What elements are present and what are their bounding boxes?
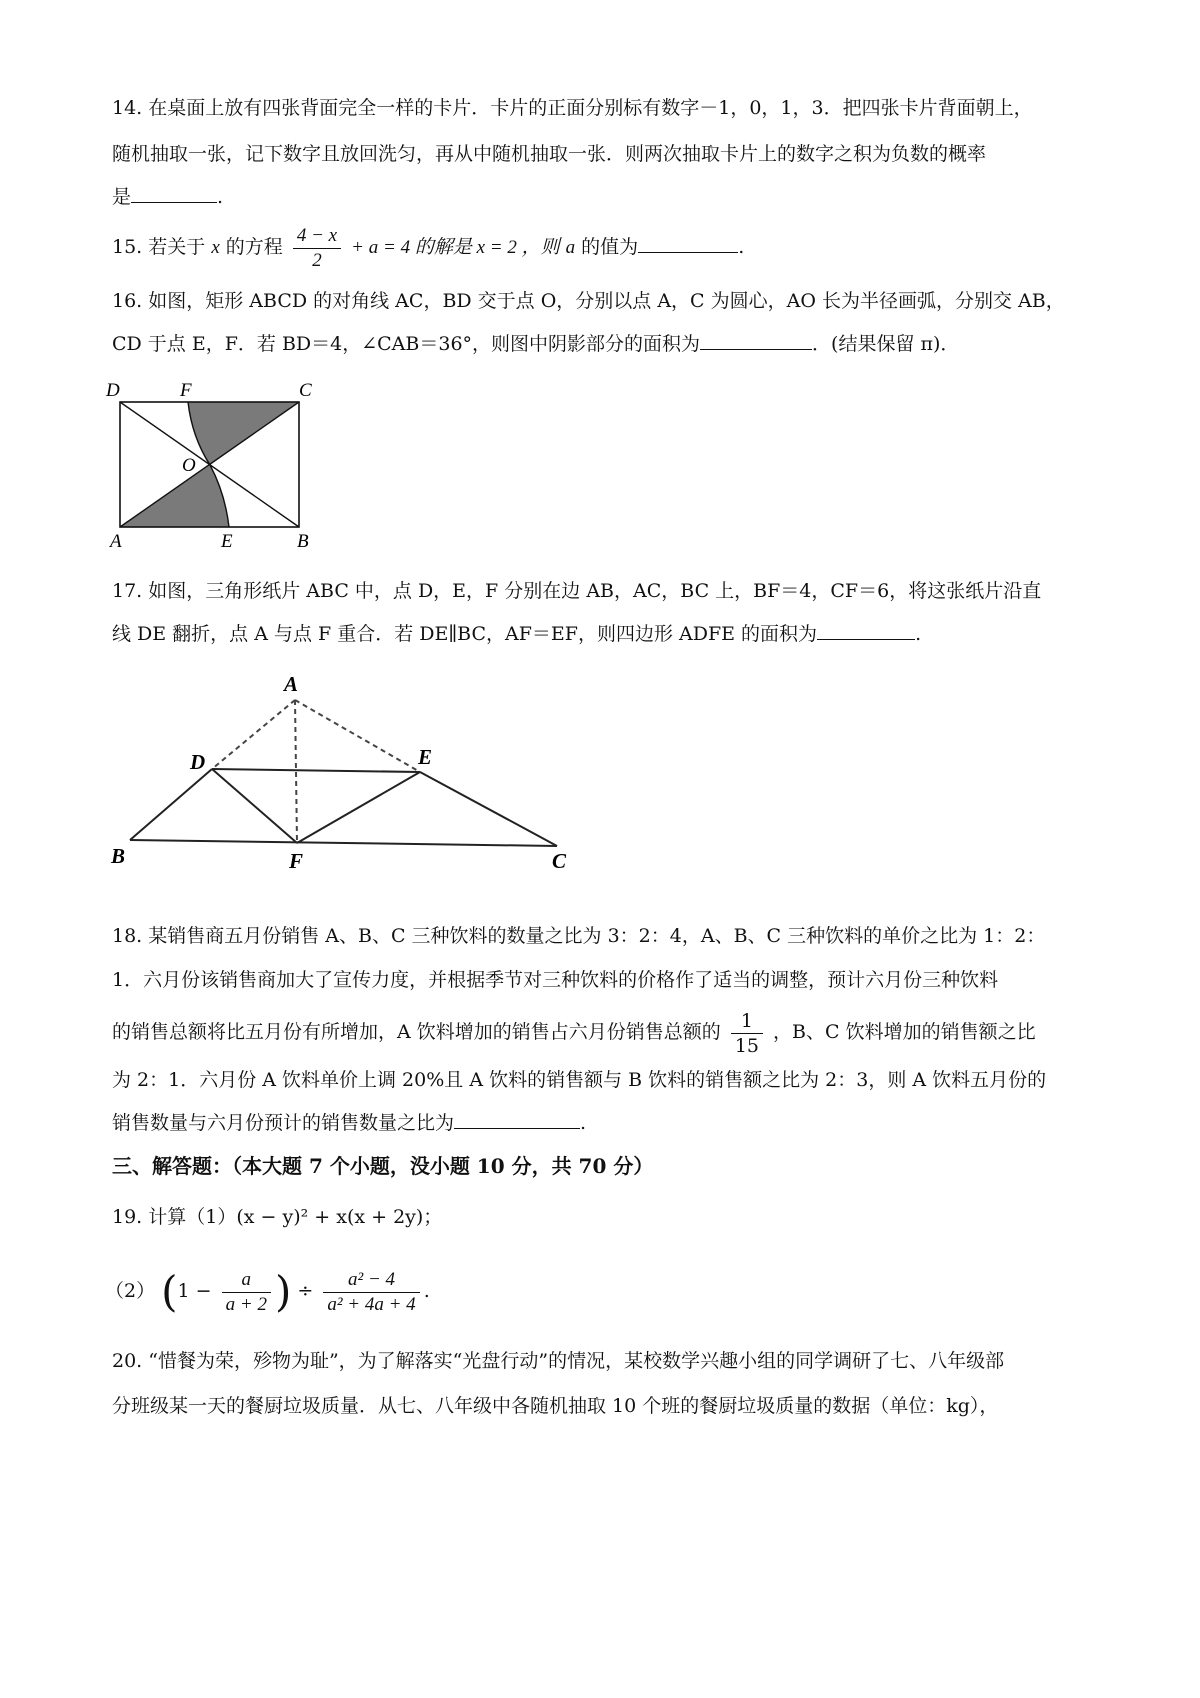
q15-var-x: x [211,237,220,258]
q14-line2: 随机抽取一张，记下数字且放回洗匀，再从中随机抽取一张．则两次抽取卡片上的数字之积为负数的概率 [112,143,987,165]
q15-frac-num: 4 − x [293,224,341,249]
q18-frac-num: 1 [731,1009,763,1034]
q16-tail: ．(结果保留 π)． [812,333,960,355]
q18-text-end: 销售数量与六月份预计的销售数量之比为 [112,1112,455,1134]
section-title: 三、解答题：（本大题 7 个小题，没小题 10 分，共 70 分） [112,1154,654,1178]
q19-frac2 [323,1268,419,1317]
q18-line2: 1．六月份该销售商加大了宣传力度，并根据季节对三种饮料的价格作了适当的调整，预计六月份三种饮料 [112,969,999,991]
q18-line4: 为 2：1．六月份 A 饮料单价上调 20%且 A 饮料的销售额与 B 饮料的销售额之比为 2：3，则 A 饮料五月份的 [112,1069,1047,1091]
q16-rectangle-diagram [100,375,340,555]
label-D: D [106,380,120,401]
q15-fraction [293,224,341,273]
q17-triangle-diagram [100,665,600,885]
shade-bottom [120,465,229,527]
label-C: C [552,849,567,873]
line-de [212,769,420,772]
q19-part2-label: （2） [105,1280,156,1302]
line-df [212,769,297,843]
q19-frac1-den: a + 2 [225,1293,267,1315]
q15-mid: 的方程 [225,236,283,258]
q18-frac-den: 15 [734,1034,759,1057]
q18-fraction [731,1009,763,1058]
q19-frac2-den: a² + 4a + 4 [327,1293,416,1315]
q19-part1: 19. 计算（1）(x − y)² + x(x + 2y)； [112,1206,443,1228]
q18-text-tail: ，B、C 饮料增加的销售额之比 [773,1021,1036,1043]
q17-line2: 线 DE 翻折，点 A 与点 F 重合．若 DE∥BC，AF＝EF，则四边形 ADFE 的面积为 . [112,623,922,645]
label-E: E [418,745,433,769]
q17-text: 线 DE 翻折，点 A 与点 F 重合．若 DE∥BC，AF＝EF，则四边形 ADFE 的面积为 [112,623,818,645]
answer-blank [454,1110,580,1129]
q19-frac1-num: a [222,1268,271,1293]
q16-text: CD 于点 E，F．若 BD＝4，∠CAB＝36°，则图中阴影部分的面积为 [112,333,701,355]
q15-suffix: 的值为 [581,236,639,258]
q20-line2: 分班级某一天的餐厨垃圾质量．从七、八年级中各随机抽取 10 个班的餐厨垃圾质量的数据（单位：kg）， [112,1395,999,1417]
q18-line5: 销售数量与六月份预计的销售数量之比为 . [112,1112,587,1134]
answer-blank [638,234,738,253]
label-C: C [299,380,312,401]
q15-prefix: 15. 若关于 [112,236,206,258]
q19-frac1 [222,1268,271,1317]
line-bc [130,840,557,846]
q18-line3 [112,1002,1036,1062]
line-ef [297,772,420,843]
label-F: F [180,380,192,401]
q19-frac2-num: a² − 4 [323,1268,419,1293]
label-A: A [284,672,299,696]
q18-text: 的销售总额将比五月份有所增加，A 饮料增加的销售占六月份销售总额的 [112,1021,721,1043]
q17-line1: 17. 如图，三角形纸片 ABC 中，点 D，E，F 分别在边 AB，AC，BC 上，BF＝4，CF＝6，将这张纸片沿直 [112,580,1042,602]
line-bd [130,769,212,840]
q15-line: 15. 若关于 x 的方程 $\frac{4 - x}{2}$ + a = 4 的解是 x = 2 ，则 a 的值为 . [112,224,745,271]
q16-line2 [112,330,959,358]
q14-line3: 是 . [112,186,224,208]
q16-line1: 16. 如图，矩形 ABCD 的对角线 AC，BD 交于点 O，分别以点 A，C 为圆心，AO 长为半径画弧，分别交 AB， [112,290,1065,312]
dash-ad [212,700,295,769]
q15-frac-den: 2 [312,249,322,271]
q18-line1: 18. 某销售商五月份销售 A、B、C 三种饮料的数量之比为 3：2：4，A、B、C 三种饮料的单价之比为 1：2： [112,925,1046,947]
answer-blank [817,621,915,640]
label-B: B [297,531,309,552]
q19-part2: （2） (1 − $\frac{a}{a + 2}$ ) ÷ $\frac{\text{a² − 4}}{\text{a² + 4a + 4}}$ . [105,1267,430,1316]
label-O: O [182,455,196,476]
answer-blank [700,331,812,350]
dash-ae [295,700,420,772]
dash-af [295,700,297,843]
q15-equation: + a = 4 的解是 x = 2 ，则 [351,237,560,258]
label-E: E [221,531,233,552]
line-ec [420,772,557,846]
label-A: A [110,531,122,552]
answer-blank [131,184,217,203]
q14-text: 是 [112,186,132,208]
label-D: D [190,750,206,774]
label-F: F [289,849,304,873]
q15-var-a: a [565,237,576,258]
label-B: B [111,844,126,868]
q14-line1: 14. 在桌面上放有四张背面完全一样的卡片．卡片的正面分别标有数字－1，0，1，3．把四张卡片背面朝上， [112,97,1033,119]
q20-line1: 20. “惜餐为荣，殄物为耻”，为了解落实“光盘行动”的情况，某校数学兴趣小组的同学调研了七、八年级部 [112,1350,1005,1372]
